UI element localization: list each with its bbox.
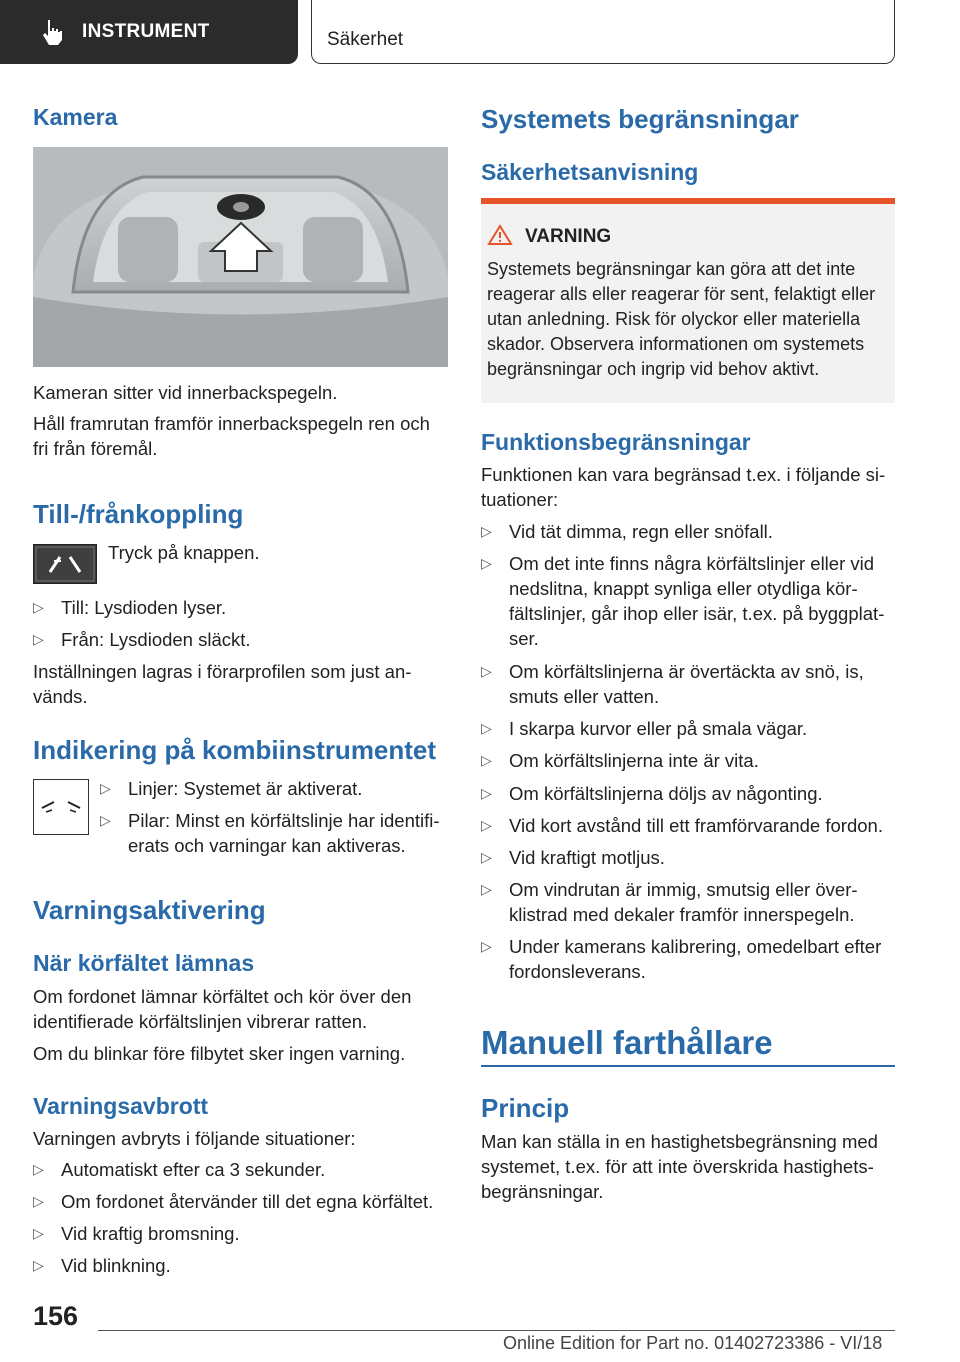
bullet-triangle-icon: ▷ [481,555,492,571]
bullet-triangle-icon: ▷ [100,780,111,796]
warning-text: Systemets begränsningar kan göra att det inte reagerar alls eller reagerar för sent, felaktigt eller utan anledning. Risk för olyckor eller materiella skador. Observera informationen om systemets begränsningar och ingrip vid behov aktivt. [487,259,876,379]
warning-box [481,198,895,403]
section-title: Säkerhet [327,29,404,50]
bullet-triangle-icon: ▷ [33,1193,44,1209]
list-item: ▷ Till: Lysdioden lyser. [33,597,227,618]
kamera-paragraph-1: Kameran sitter vid innerbackspegeln. [33,382,338,403]
till-heading: Till-/frånkoppling [33,499,244,529]
till-paragraph-1: Tryck på knappen. [108,542,260,563]
lane-button-icon [33,544,97,584]
chapter-tab-label: INSTRUMENT [82,21,210,42]
list-item: ▷ Vid kort avstånd till ett framförvarande fordon. [481,815,883,836]
bullet-triangle-icon: ▷ [481,785,492,801]
bullet-triangle-icon: ▷ [33,1161,44,1177]
list-item: ▷ Om körfältslinjerna döljs av någonting. [481,783,823,804]
bullet-triangle-icon: ▷ [33,1257,44,1273]
hand-pointer-icon [40,18,66,46]
kamera-heading: Kamera [33,104,118,130]
list-item: ▷ Vid blinkning. [33,1255,171,1276]
list-item: ▷ Från: Lysdioden släckt. [33,629,251,650]
warning-title: VARNING [525,226,612,247]
funktion-paragraph: Funktionen kan vara begränsad t.ex. i följande situationer: [481,464,886,510]
varningsaktivering-heading: Varningsaktivering [33,895,266,925]
bullet-triangle-icon: ▷ [481,817,492,833]
list-item: ▷ Vid kraftig bromsning. [33,1223,240,1244]
bullet-triangle-icon: ▷ [481,720,492,736]
systemets-heading: Systemets begränsningar [481,104,799,134]
list-item: ▷ I skarpa kurvor eller på smala vägar. [481,718,808,739]
princip-heading: Princip [481,1093,570,1123]
bullet-triangle-icon: ▷ [100,812,111,828]
bullet-triangle-icon: ▷ [33,1225,44,1241]
till-paragraph-2: Inställningen lagras i förarprofilen som just används. [33,661,412,707]
sakerhet-heading: Säkerhetsanvisning [481,159,699,185]
nar-heading: När körfältet lämnas [33,950,255,976]
heading-rule [481,1065,895,1067]
list-item: ▷ Om det inte finns några körfältslinjer eller vid nedslitna, knappt synliga eller otydliga körfältslinjer, går ihop eller isär, t.ex. på byggplatser. [481,553,885,649]
list-item: ▷ Om vindrutan är immig, smutsig eller överklistrad med dekaler framför innerspegeln. [481,879,858,925]
nar-paragraph-2: Om du blinkar före filbytet sker ingen varning. [33,1043,406,1064]
section-header [311,0,895,64]
list-item: ▷ Automatiskt efter ca 3 sekunder. [33,1159,326,1180]
list-item: ▷ Om fordonet återvänder till det egna körfältet. [33,1191,434,1212]
bullet-triangle-icon: ▷ [33,631,44,647]
manuell-heading: Manuell farthållare [481,1024,773,1061]
bullet-triangle-icon: ▷ [481,849,492,865]
kamera-paragraph-2: Håll framrutan framför innerbackspegeln ren och fri från föremål. [33,413,430,459]
bullet-triangle-icon: ▷ [33,599,44,615]
funktion-heading: Funktionsbegränsningar [481,429,751,455]
bullet-triangle-icon: ▷ [481,523,492,539]
princip-paragraph: Man kan ställa in en hastighetsbegränsning med systemet, t.ex. för att inte överskrida hastighetsbegränsningar. [481,1131,878,1202]
lane-indicator-icon [33,779,89,835]
warning-bar [481,198,895,204]
warning-triangle-icon [487,224,513,246]
bullet-triangle-icon: ▷ [481,938,492,954]
avbrott-heading: Varningsavbrott [33,1093,209,1119]
footer-rule [98,1330,895,1331]
bullet-triangle-icon: ▷ [481,752,492,768]
list-item: ▷ Under kamerans kalibrering, omedelbart efter fordonsleverans. [481,936,882,982]
list-item: ▷ Linjer: Systemet är aktiverat. [100,778,363,799]
list-item: ▷ Pilar: Minst en körfältslinje har identifierats och varningar kan aktiveras. [100,810,440,856]
avbrott-paragraph: Varningen avbryts i följande situationer: [33,1128,356,1149]
list-item: ▷ Om körfältslinjerna inte är vita. [481,750,759,771]
page-number: 156 [33,1301,79,1331]
list-item: ▷ Vid tät dimma, regn eller snöfall. [481,521,773,542]
list-item: ▷ Om körfältslinjerna är övertäckta av snö, is, smuts eller vatten. [481,661,864,707]
chapter-tab[interactable] [0,0,298,64]
edition-text: Online Edition for Part no. 01402723386 - VI/18 [503,1333,883,1353]
nar-paragraph-1: Om fordonet lämnar körfältet och kör över den identifierade körfältslinjen vibrerar ratten. [33,986,412,1032]
camera-image [33,147,448,367]
bullet-triangle-icon: ▷ [481,881,492,897]
indikering-heading: Indikering på kombiinstrumentet [33,735,437,765]
bullet-triangle-icon: ▷ [481,663,492,679]
list-item: ▷ Vid kraftigt motljus. [481,847,665,868]
